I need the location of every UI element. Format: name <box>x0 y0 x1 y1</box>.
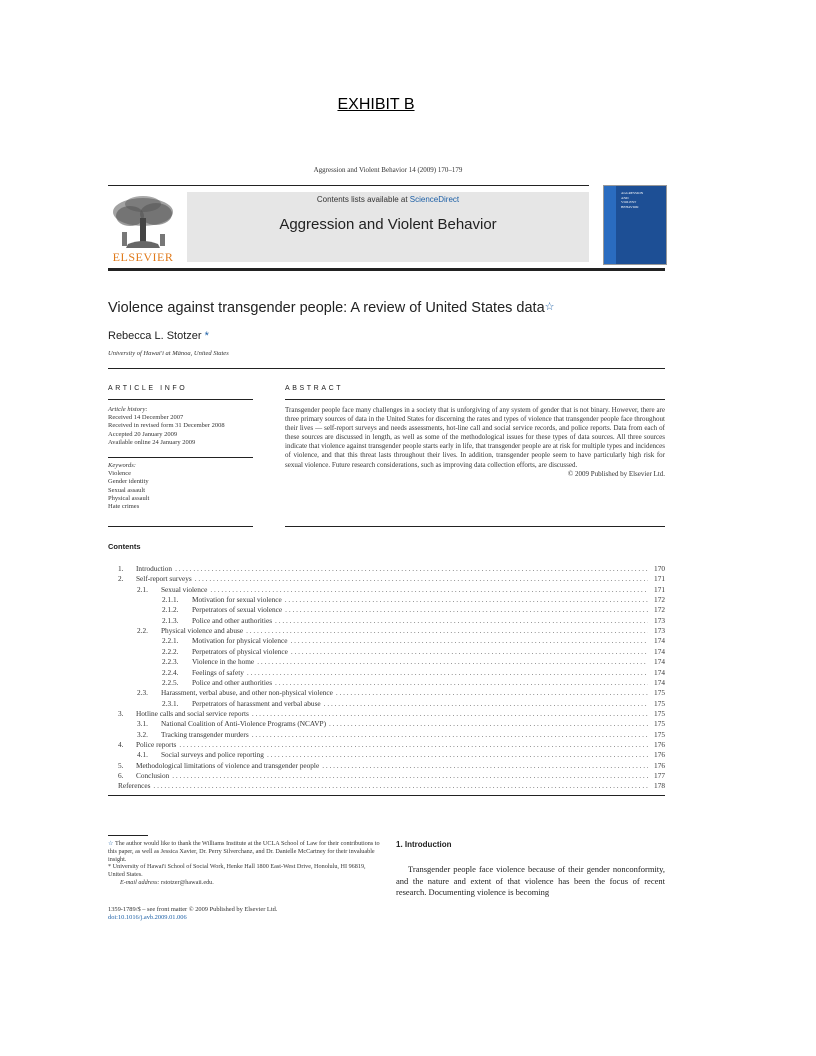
toc-entry[interactable] <box>137 585 665 595</box>
toc-entry[interactable] <box>162 699 665 709</box>
toc-leader-dots <box>285 595 648 605</box>
toc-entry-number: 4.1. <box>137 750 148 760</box>
toc-entry-number: 1. <box>118 564 124 573</box>
toc-entry-number: 6. <box>118 771 124 780</box>
journal-title: Aggression and Violent Behavior <box>279 216 497 233</box>
author-affiliation: University of Hawai'i at Mānoa, United States <box>108 350 229 357</box>
toc-entry[interactable] <box>162 616 665 626</box>
top-rule <box>108 185 589 186</box>
toc-leader-dots <box>257 657 648 667</box>
toc-entry-number: 2.2. <box>137 626 148 636</box>
toc-entry-number: 2.1.1. <box>162 595 179 605</box>
toc-entry-label: References <box>118 781 151 791</box>
title-rule <box>108 368 665 369</box>
toc-entry[interactable] <box>118 781 665 791</box>
toc-entry-label: Social surveys and police reporting <box>161 750 264 760</box>
toc-entry-label: Methodological limitations of violence and transgender people <box>136 760 320 770</box>
toc-leader-dots <box>285 605 648 615</box>
toc-entry-label: Perpetrators of sexual violence <box>192 605 283 615</box>
toc-entry-page: 178 <box>654 781 665 791</box>
toc-entry-page: 175 <box>654 698 665 708</box>
toc-entry-label: Perpetrators of harassment and verbal abuse <box>192 698 321 708</box>
doi-link[interactable]: doi:10.1016/j.avb.2009.01.006 <box>108 914 187 922</box>
title-footnote-mark[interactable]: ☆ <box>544 301 555 313</box>
exhibit-label: EXHIBIT B <box>337 96 415 113</box>
sciencedirect-link[interactable]: ScienceDirect <box>409 195 460 204</box>
introduction-paragraph: Transgender people face violence because of their gender nonconformity, and the nature and extent of that violence has been the focus of recent research. Documenting violence is becoming <box>396 864 665 898</box>
toc-leader-dots <box>175 564 648 574</box>
author-email-link[interactable]: rstotzer@hawaii.edu. <box>161 878 214 886</box>
article-info-heading: ARTICLE INFO <box>108 385 188 392</box>
keywords-rule <box>108 526 253 527</box>
toc-leader-dots <box>291 647 648 657</box>
journal-banner <box>187 192 589 262</box>
toc-entry[interactable] <box>162 595 665 605</box>
toc-entry-label: Self-report surveys <box>136 574 192 584</box>
toc-entry-label: Motivation for physical violence <box>192 636 288 646</box>
footnote-acknowledgement: ☆ The author would like to thank the Williams Institute at the UCLA School of Law for their contributions to this paper, as well as Jessica Xavier, Dr. Perry Silverchanz, and Dr. Danielle McCartney for their invaluable insight. <box>108 840 380 863</box>
toc-entry-page: 177 <box>654 771 665 780</box>
issn-line: 1359-1789/$ – see front matter © 2009 Published by Elsevier Ltd. doi:10.1016/j.avb.2009.01.006 <box>108 906 278 922</box>
toc-entry-label: Sexual violence <box>161 584 208 594</box>
toc-entry-page: 174 <box>654 636 665 646</box>
toc-entry[interactable] <box>118 574 665 584</box>
footnote-rule <box>108 835 148 836</box>
toc-entry-label: Tracking transgender murders <box>161 729 249 739</box>
abstract-bottom-rule <box>285 526 665 527</box>
toc-entry-number: 2.2.5. <box>162 677 179 687</box>
toc-entry-number: 2.2.3. <box>162 657 179 667</box>
toc-entry-number: 2.1. <box>137 584 148 594</box>
toc-leader-dots <box>267 750 648 760</box>
toc-entry-page: 175 <box>654 719 665 729</box>
article-history: Article history: Received 14 December 2007 Received in revised form 31 December 2008 Accepted 20 January 2009 Available online 24 January 2009 <box>108 406 225 446</box>
toc-entry-page: 176 <box>654 750 665 760</box>
toc-entry-number: 5. <box>118 760 124 770</box>
toc-entry-label: Conclusion <box>136 771 170 780</box>
abstract-body: Transgender people face many challenges in a society that is unforgiving of any system of gender that is not binary. However, there are three primary sources of data in the United States for discerning the rates and types of violence that transgender people face throughout their lives — self-report surveys and needs assessments, hot-line call and social service records, and police reports. Data from each of these sources are discussed in length, as well as some of the methodological issues for these types of data sources. All three sources indicate that violence against transgender people starts early in life, that transgender people are at risk for multiple types and incidences of violence, and that this threat lasts throughout their lives. In addition, transgender people seem to have particularly high risk for sexual violence. Future research considerations, such as improving data collection efforts, are discussed. © 2009 Published by Elsevier Ltd. <box>285 406 665 478</box>
toc-entry-label: Motivation for sexual violence <box>192 595 282 605</box>
header-thick-rule <box>108 268 665 271</box>
toc-entry[interactable] <box>162 647 665 657</box>
toc-entry-number: 2.3.1. <box>162 698 179 708</box>
toc-leader-dots <box>172 771 648 781</box>
toc-entry[interactable] <box>162 636 665 646</box>
toc-entry-number: 2.1.2. <box>162 605 179 615</box>
contents-bottom-rule <box>108 795 665 796</box>
toc-entry-page: 171 <box>654 584 665 594</box>
toc-entry-label: Hotline calls and social service reports <box>136 708 249 718</box>
toc-entry[interactable] <box>137 688 665 698</box>
toc-entry-label: Police and other authorities <box>192 615 273 625</box>
toc-entry[interactable] <box>162 678 665 688</box>
toc-leader-dots <box>322 761 648 771</box>
contents-available: Contents lists available at ScienceDirect <box>316 195 460 204</box>
toc-entry-page: 174 <box>654 646 665 656</box>
toc-leader-dots <box>275 616 648 626</box>
keywords: Keywords: Violence Gender identity Sexual assault Physical assault Hate crimes <box>108 462 150 511</box>
toc-entry-label: Physical violence and abuse <box>161 626 244 636</box>
toc-leader-dots <box>179 740 648 750</box>
toc-entry-number: 3.2. <box>137 729 148 739</box>
toc-entry[interactable] <box>118 564 665 574</box>
introduction-heading: 1. Introduction <box>396 840 452 849</box>
cover-spine <box>604 186 616 264</box>
toc-entry-number: 2.2.2. <box>162 646 179 656</box>
toc-entry-page: 174 <box>654 657 665 667</box>
toc-entry[interactable] <box>118 771 665 781</box>
footnote-email: E-mail address: rstotzer@hawaii.edu. <box>120 878 214 886</box>
journal-cover-thumbnail <box>603 185 667 265</box>
elsevier-wordmark: ELSEVIER <box>112 250 174 264</box>
toc-leader-dots <box>247 668 648 678</box>
toc-entry-page: 174 <box>654 667 665 677</box>
toc-entry-label: Harassment, verbal abuse, and other non-physical violence <box>161 688 333 698</box>
toc-entry-label: National Coalition of Anti-Violence Programs (NCAVP) <box>161 719 327 729</box>
toc-entry-page: 172 <box>654 605 665 615</box>
toc-entry-page: 174 <box>654 677 665 687</box>
toc-entry-number: 2.2.1. <box>162 636 179 646</box>
toc-entry[interactable] <box>118 740 665 750</box>
toc-entry-number: 2.1.3. <box>162 615 179 625</box>
toc-entry[interactable] <box>137 730 665 740</box>
toc-entry-label: Introduction <box>136 564 173 573</box>
toc-leader-dots <box>153 781 648 791</box>
toc-entry[interactable] <box>137 719 665 729</box>
toc-entry-number: 2.2.4. <box>162 667 179 677</box>
toc-leader-dots <box>252 709 648 719</box>
toc-entry[interactable] <box>162 668 665 678</box>
toc-entry-label: Perpetrators of physical violence <box>192 646 288 656</box>
author-footnote-mark[interactable]: * <box>204 330 209 342</box>
toc-entry-number: 2.3. <box>137 688 148 698</box>
abstract-rule <box>285 399 665 400</box>
toc-entry-page: 175 <box>654 688 665 698</box>
toc-entry-label: Violence in the home <box>192 657 255 667</box>
toc-entry-number: 2. <box>118 574 124 584</box>
toc-leader-dots <box>329 719 648 729</box>
toc-entry[interactable] <box>162 657 665 667</box>
contents-heading: Contents <box>108 542 141 551</box>
history-rule <box>108 457 253 458</box>
toc-entry-page: 170 <box>654 564 665 573</box>
toc-leader-dots <box>290 636 648 646</box>
toc-entry-number: 3.1. <box>137 719 148 729</box>
toc-leader-dots <box>210 585 648 595</box>
toc-entry-label: Police reports <box>136 739 177 749</box>
article-title: Violence against transgender people: A review of United States data☆ <box>108 300 555 316</box>
journal-citation: Aggression and Violent Behavior 14 (2009) 170–179 <box>313 166 463 174</box>
author-name: Rebecca L. Stotzer * <box>108 330 209 342</box>
cover-title: AGGRESSION AND VIOLENT BEHAVIOR <box>621 191 644 209</box>
toc-leader-dots <box>324 699 648 709</box>
footnotes <box>108 840 380 887</box>
toc-leader-dots <box>336 688 648 698</box>
toc-entry-label: Police and other authorities <box>192 677 273 687</box>
toc-entry-page: 173 <box>654 615 665 625</box>
toc-entry-number: 3. <box>118 708 124 718</box>
toc-leader-dots <box>195 574 648 584</box>
toc-entry[interactable] <box>137 750 665 760</box>
toc-entry-page: 171 <box>654 574 665 584</box>
toc-entry-page: 173 <box>654 626 665 636</box>
toc-leader-dots <box>252 730 648 740</box>
toc-entry-label: Feelings of safety <box>192 667 244 677</box>
toc-entry-number: 4. <box>118 739 124 749</box>
toc-entry[interactable] <box>118 761 665 771</box>
toc-entry[interactable] <box>137 626 665 636</box>
abstract-copyright: © 2009 Published by Elsevier Ltd. <box>567 469 665 478</box>
abstract-heading: ABSTRACT <box>285 385 344 392</box>
toc-entry-page: 175 <box>654 708 665 718</box>
toc-entry-page: 176 <box>654 760 665 770</box>
toc-leader-dots <box>275 678 648 688</box>
article-info-rule <box>108 399 253 400</box>
toc-entry-page: 172 <box>654 595 665 605</box>
toc-leader-dots <box>246 626 648 636</box>
footnote-author-address: * University of Hawai'i School of Social Work, Henke Hall 1800 East-West Drive, Honolulu, HI 96819, United States. <box>108 863 366 879</box>
toc-entry-page: 176 <box>654 739 665 749</box>
toc-entry[interactable] <box>162 605 665 615</box>
toc-entry-page: 175 <box>654 729 665 739</box>
toc-entry[interactable] <box>118 709 665 719</box>
